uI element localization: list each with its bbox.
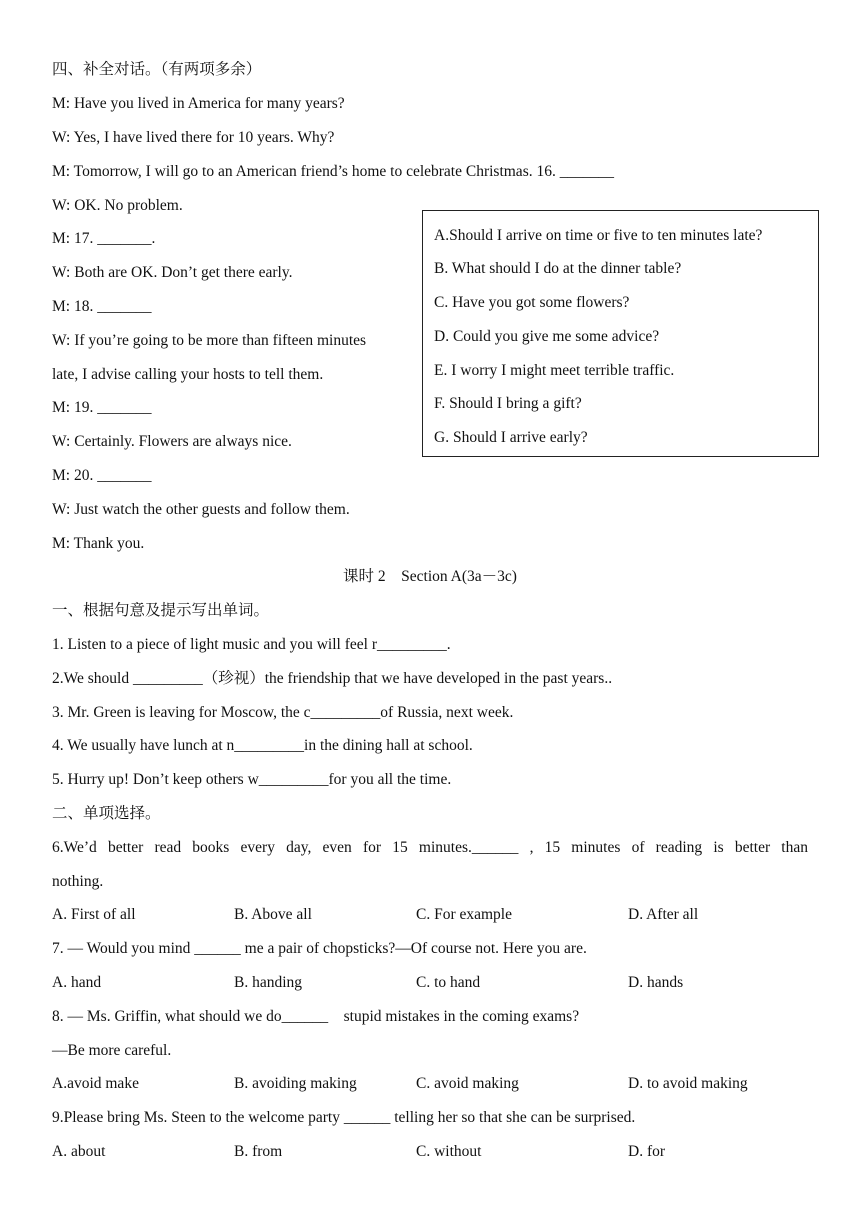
choice-d: D. After all bbox=[628, 906, 699, 923]
dialogue-line: M: Tomorrow, I will go to an American friend’s home to celebrate Christmas. 16. _______ bbox=[52, 163, 614, 180]
option-f: F. Should I bring a gift? bbox=[434, 395, 582, 412]
choice-b: B. handing bbox=[234, 974, 303, 991]
question-8-text: 8. — Ms. Griffin, what should we do______ stupid mistakes in the coming exams? bbox=[52, 1008, 580, 1025]
choice-a: A. about bbox=[52, 1143, 106, 1160]
options-box bbox=[422, 210, 819, 457]
question-8-response: —Be more careful. bbox=[52, 1042, 172, 1059]
section-heading-choice: 二、单项选择。 bbox=[52, 805, 161, 822]
choice-c: C. to hand bbox=[416, 974, 481, 991]
lesson-title: 课时 2 Section A(3a－3c) bbox=[343, 568, 517, 585]
choice-d: D. to avoid making bbox=[628, 1075, 748, 1092]
word-item: 1. Listen to a piece of light music and you will feel r_________. bbox=[52, 636, 451, 653]
option-a: A.Should I arrive on time or five to ten minutes late? bbox=[434, 227, 763, 244]
question-9-text: 9.Please bring Ms. Steen to the welcome party ______ telling her so that she can be surprised. bbox=[52, 1109, 636, 1126]
question-7-choices bbox=[52, 973, 808, 993]
dialogue-line: W: Certainly. Flowers are always nice. bbox=[52, 433, 292, 450]
section-heading-dialogue: 四、补全对话。（有两项多余） bbox=[52, 61, 262, 78]
option-d: D. Could you give me some advice? bbox=[434, 328, 660, 345]
dialogue-line: W: OK. No problem. bbox=[52, 197, 183, 214]
choice-c: C. without bbox=[416, 1143, 482, 1160]
option-c: C. Have you got some flowers? bbox=[434, 294, 630, 311]
question-7-text: 7. — Would you mind ______ me a pair of chopsticks?—Of course not. Here you are. bbox=[52, 940, 587, 957]
choice-d: D. hands bbox=[628, 974, 684, 991]
choice-b: B. Above all bbox=[234, 906, 312, 923]
dialogue-line: M: Thank you. bbox=[52, 535, 145, 552]
choice-a: A. First of all bbox=[52, 906, 136, 923]
dialogue-line: M: Have you lived in America for many years? bbox=[52, 95, 345, 112]
dialogue-line: M: 18. _______ bbox=[52, 298, 152, 315]
question-9-choices bbox=[52, 1142, 808, 1162]
choice-c: C. For example bbox=[416, 906, 512, 923]
choice-a: A. hand bbox=[52, 974, 102, 991]
word-item: 5. Hurry up! Don’t keep others w_________for you all the time. bbox=[52, 771, 452, 788]
dialogue-line: W: Just watch the other guests and follow them. bbox=[52, 501, 350, 518]
choice-b: B. avoiding making bbox=[234, 1075, 357, 1092]
word-item: 2.We should _________（珍视）the friendship that we have developed in the past years.. bbox=[52, 670, 613, 687]
dialogue-line: W: Yes, I have lived there for 10 years. Why? bbox=[52, 129, 335, 146]
question-8-choices bbox=[52, 1074, 808, 1094]
dialogue-line: M: 17. _______. bbox=[52, 230, 156, 247]
word-item: 4. We usually have lunch at n_________in the dining hall at school. bbox=[52, 737, 473, 754]
dialogue-line: late, I advise calling your hosts to tell them. bbox=[52, 366, 324, 383]
question-6-text: 6.We’d better read books every day, even for 15 minutes.______ , 15 minutes of reading is better than bbox=[52, 839, 808, 856]
dialogue-line: M: 20. _______ bbox=[52, 467, 152, 484]
word-item: 3. Mr. Green is leaving for Moscow, the c_________of Russia, next week. bbox=[52, 704, 514, 721]
dialogue-line: W: Both are OK. Don’t get there early. bbox=[52, 264, 293, 281]
dialogue-line: W: If you’re going to be more than fifteen minutes bbox=[52, 332, 367, 349]
option-e: E. I worry I might meet terrible traffic. bbox=[434, 362, 675, 379]
choice-b: B. from bbox=[234, 1143, 283, 1160]
dialogue-line: M: 19. _______ bbox=[52, 399, 152, 416]
choice-d: D. for bbox=[628, 1143, 666, 1160]
section-heading-words: 一、根据句意及提示写出单词。 bbox=[52, 602, 270, 619]
question-6-choices bbox=[52, 905, 808, 925]
question-6-text-continued: nothing. bbox=[52, 873, 104, 890]
choice-a: A.avoid make bbox=[52, 1075, 139, 1092]
choice-c: C. avoid making bbox=[416, 1075, 519, 1092]
option-b: B. What should I do at the dinner table? bbox=[434, 260, 682, 277]
option-g: G. Should I arrive early? bbox=[434, 429, 588, 446]
